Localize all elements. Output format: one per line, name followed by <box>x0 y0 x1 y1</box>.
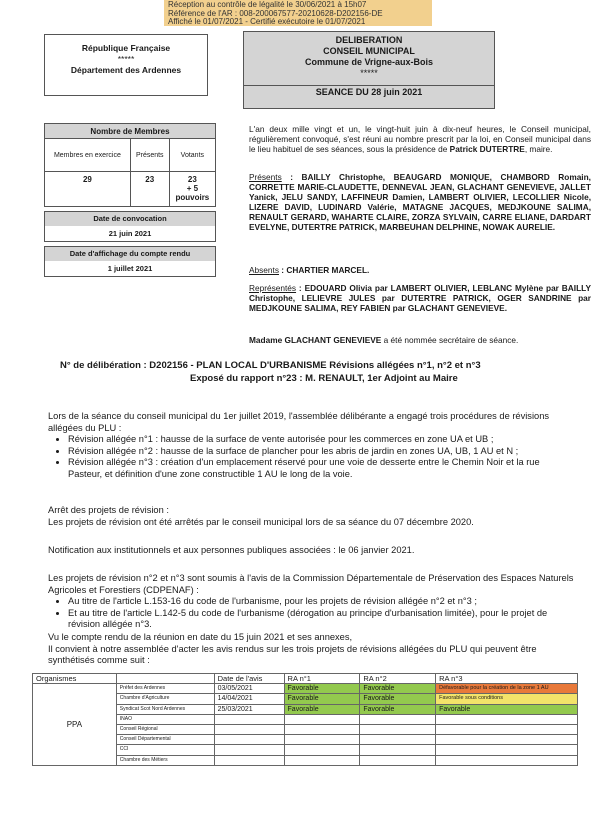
body-section-1 <box>48 411 576 481</box>
cdpenaf-paragraph: Les projets de révision n°2 et n°3 sont soumis à l'avis de la Commission Départementale de Préservation des Espaces Naturels Agricoles et Forestiers (CDPENAF) : <box>48 573 574 595</box>
revision-item-2: • Révision allégée n°2 : hausse de la surface de plancher pour les abris de jardin en zones UA, UB, 1 AU et N ; <box>68 446 576 458</box>
secretaire-paragraph <box>249 335 591 345</box>
table-cell: INAO <box>116 714 214 724</box>
secretaire-text: a été nommée secrétaire de séance. <box>381 335 519 345</box>
avis-header-organismes: Organismes <box>33 674 117 684</box>
table-cell: Favorable <box>436 704 578 714</box>
table-cell: Favorable <box>284 694 360 704</box>
avis-header-blank <box>116 674 214 684</box>
members-table <box>44 123 216 207</box>
representes-list: : EDOUARD Olivia par LAMBERT OLIVIER, LEBLANC Mylène par BAILLY Christophe, LELIEVRE JULES par DUTERTRE PATRICK, OGER SANDRINE par MEDJKOUNE SALIMA, REY FABIEN par GLACHANT GENEVIEVE. <box>249 283 591 313</box>
table-cell: Favorable <box>284 704 360 714</box>
table-cell <box>214 745 284 755</box>
article-item-2: • Et au titre de l'article L.142-5 du code de l'urbanisme (dérogation au principe d'urbanisation limitée), pour le projet de révision allégée n°3. <box>68 608 576 631</box>
secretaire-name: Madame GLACHANT GENEVIEVE <box>249 335 382 345</box>
intro-text: L'an deux mille vingt et un, le vingt-huit juin à dix-neuf heures, le Conseil municipal, régulièrement convoqué, s'est réuni au nombre prescrit par la loi, en Conseil municipal dans le lieu habituel de ses séances, sous la présidence de <box>249 124 591 154</box>
table-cell: Syndicat Scot Nord Ardennes <box>116 704 214 714</box>
republique-box <box>44 34 208 96</box>
vu-paragraph: Vu le compte rendu de la réunion en date du 15 juin 2021 et ses annexes, <box>48 632 353 642</box>
departement-label: Département des Ardennes <box>70 65 182 75</box>
presents-list: : BAILLY Christophe, BEAUGARD MONIQUE, CHAMBORD Romain, CORRETTE MARIE-CLAUDETTE, DENNEVAL JEAN, GLACHANT GENEVIEVE, JALLET Yanick, JELU SANDY, LAFFINEUR Damien, LAMBERT OLIVIER, LECOLLIER Nicole, LIZERE DAVID, LUDINARD Valérie, MATAGNE JACQUES, MEDJKOUNE SALIMA, RENAULT GERARD, WAHARTE CLAIRE, ZORZA SYLVAIN, CARRE ELIANE, DARDART EVELYNE, DUTERTRE PATRICK, MARBEUHAN DELPHINE, NOWAK AURELIE. <box>249 172 591 232</box>
table-cell <box>284 755 360 765</box>
stamp-line-1: Réception au contrôle de légalité le 30/06/2021 à 15h07 <box>168 0 367 9</box>
table-cell <box>436 725 578 735</box>
table-cell: Chambre des Métiers <box>116 755 214 765</box>
table-cell <box>214 755 284 765</box>
presents-label: Présents <box>249 172 282 182</box>
table-cell <box>436 714 578 724</box>
table-cell <box>284 714 360 724</box>
article-item-1: • Au titre de l'article L.153-16 du code de l'urbanisme, pour les projets de révision allégée n°2 et n°3 ; <box>68 596 576 608</box>
expose-line: Exposé du rapport n°23 : M. RENAULT, 1er Adjoint au Maire <box>190 373 458 384</box>
revisions-list <box>48 434 576 480</box>
body-section-2 <box>48 505 576 528</box>
table-cell <box>436 755 578 765</box>
president-name: Patrick DUTERTRE <box>449 144 525 154</box>
table-cell: Favorable sous conditions <box>436 694 578 704</box>
body-section-3 <box>48 573 576 631</box>
body-paragraph-1: Lors de la séance du conseil municipal du 1er juillet 2019, l'assemblée délibérante a engagé trois procédures de révisions allégées du PLU : <box>48 411 550 433</box>
intro-suffix: , maire. <box>524 144 553 154</box>
seance-label: SEANCE DU 28 juin 2021 <box>315 87 423 97</box>
votants-plus: + 5 <box>186 184 199 193</box>
arret-label: Arrêt des projets de révision : <box>48 505 169 515</box>
presents-paragraph <box>249 172 591 232</box>
table-cell: Défavorable pour la création de la zone 1 AU <box>436 684 578 694</box>
convocation-box <box>44 211 216 242</box>
representes-paragraph <box>249 283 591 313</box>
members-col-presents: Présents <box>130 139 169 172</box>
votants-pouvoirs: pouvoirs <box>175 193 210 202</box>
table-cell <box>360 735 436 745</box>
absents-paragraph <box>249 265 591 275</box>
votants-count: 23 <box>187 175 197 184</box>
table-cell <box>284 745 360 755</box>
conseil-label: CONSEIL MUNICIPAL <box>323 46 415 56</box>
legal-stamp <box>164 0 432 26</box>
notification-paragraph: Notification aux institutionnels et aux personnes publiques associées : le 06 janvier 2021. <box>48 545 415 555</box>
avis-header-ra2: RA n°2 <box>360 674 436 684</box>
table-cell <box>214 725 284 735</box>
body-section-4 <box>48 632 576 667</box>
affichage-date: 1 juillet 2021 <box>107 264 153 273</box>
table-cell <box>360 714 436 724</box>
intro-paragraph <box>249 124 591 154</box>
deliberation-stars: ***** <box>360 68 378 78</box>
table-cell: Chambre d'Agriculture <box>116 694 214 704</box>
affichage-box <box>44 246 216 277</box>
table-cell <box>214 735 284 745</box>
representes-label: Représentés <box>249 283 297 293</box>
table-cell: Favorable <box>360 704 436 714</box>
deliberation-title: N° de délibération : D202156 - PLAN LOCAL D'URBANISME Révisions allégées n°1, n°2 et n°3 <box>60 360 481 371</box>
table-cell: 25/03/2021 <box>214 704 284 714</box>
deliberation-label: DELIBERATION <box>335 35 403 45</box>
table-cell <box>436 735 578 745</box>
table-cell <box>360 755 436 765</box>
members-title: Nombre de Membres <box>45 124 216 139</box>
stamp-line-2: Référence de l'AR : 008-200067577-20210628-D202156-DE <box>168 8 383 18</box>
table-cell: Favorable <box>360 684 436 694</box>
table-cell <box>284 735 360 745</box>
avis-table <box>32 673 578 766</box>
table-cell: 14/04/2021 <box>214 694 284 704</box>
affichage-label: Date d'affichage du compte rendu <box>45 247 215 261</box>
table-cell: 03/05/2021 <box>214 684 284 694</box>
avis-header-ra1: RA n°1 <box>284 674 360 684</box>
table-cell <box>214 714 284 724</box>
avis-header-date: Date de l'avis <box>214 674 284 684</box>
table-cell <box>360 745 436 755</box>
header-divider <box>244 85 494 86</box>
members-col-votants: Votants <box>169 139 215 172</box>
revision-item-3: • Révision allégée n°3 : création d'un emplacement réservé pour une voie de desserte entre le Chemin Noir et la rue Pasteur, et définition d'une zone constructible 1 AU le long de la voie. <box>68 457 576 480</box>
table-cell <box>436 745 578 755</box>
members-value-exercice: 29 <box>45 172 131 207</box>
table-row <box>33 684 578 694</box>
avis-group-ppa: PPA <box>33 684 117 766</box>
revision-item-1: • Révision allégée n°1 : hausse de la surface de vente autorisée pour les commerces en zone UA et UB ; <box>68 434 576 446</box>
absents-label: Absents <box>249 265 279 275</box>
arret-text: Les projets de révision ont été arrêtés par le conseil municipal lors de sa séance du 07 décembre 2020. <box>48 516 474 527</box>
table-cell: CCI <box>116 745 214 755</box>
articles-list <box>48 596 576 631</box>
stamp-line-3: Affiché le 01/07/2021 - Certifié exécutoire le 01/07/2021 <box>168 17 366 26</box>
members-value-votants <box>169 172 215 207</box>
table-cell <box>284 725 360 735</box>
convocation-date: 21 juin 2021 <box>108 229 152 238</box>
synthese-paragraph: Il convient à notre assemblée d'acter les avis rendus sur les trois projets de révisions allégées du PLU qui peuvent être synthétisés comme suit : <box>48 643 537 666</box>
republique-label: République Française <box>81 43 171 53</box>
convocation-label: Date de convocation <box>45 212 215 226</box>
table-cell: Favorable <box>284 684 360 694</box>
members-col-exercice: Membres en exercice <box>45 139 131 172</box>
commune-label: Commune de Vrigne-aux-Bois <box>304 57 434 67</box>
table-cell: Favorable <box>360 694 436 704</box>
table-cell <box>360 725 436 735</box>
absents-list: : CHARTIER MARCEL. <box>278 265 370 275</box>
table-cell: Conseil Départemental <box>116 735 214 745</box>
republique-stars: ***** <box>117 54 135 64</box>
members-value-presents: 23 <box>130 172 169 207</box>
table-cell: Conseil Régional <box>116 725 214 735</box>
table-cell: Préfet des Ardennes <box>116 684 214 694</box>
avis-header-ra3: RA n°3 <box>436 674 578 684</box>
deliberation-box <box>243 31 495 109</box>
